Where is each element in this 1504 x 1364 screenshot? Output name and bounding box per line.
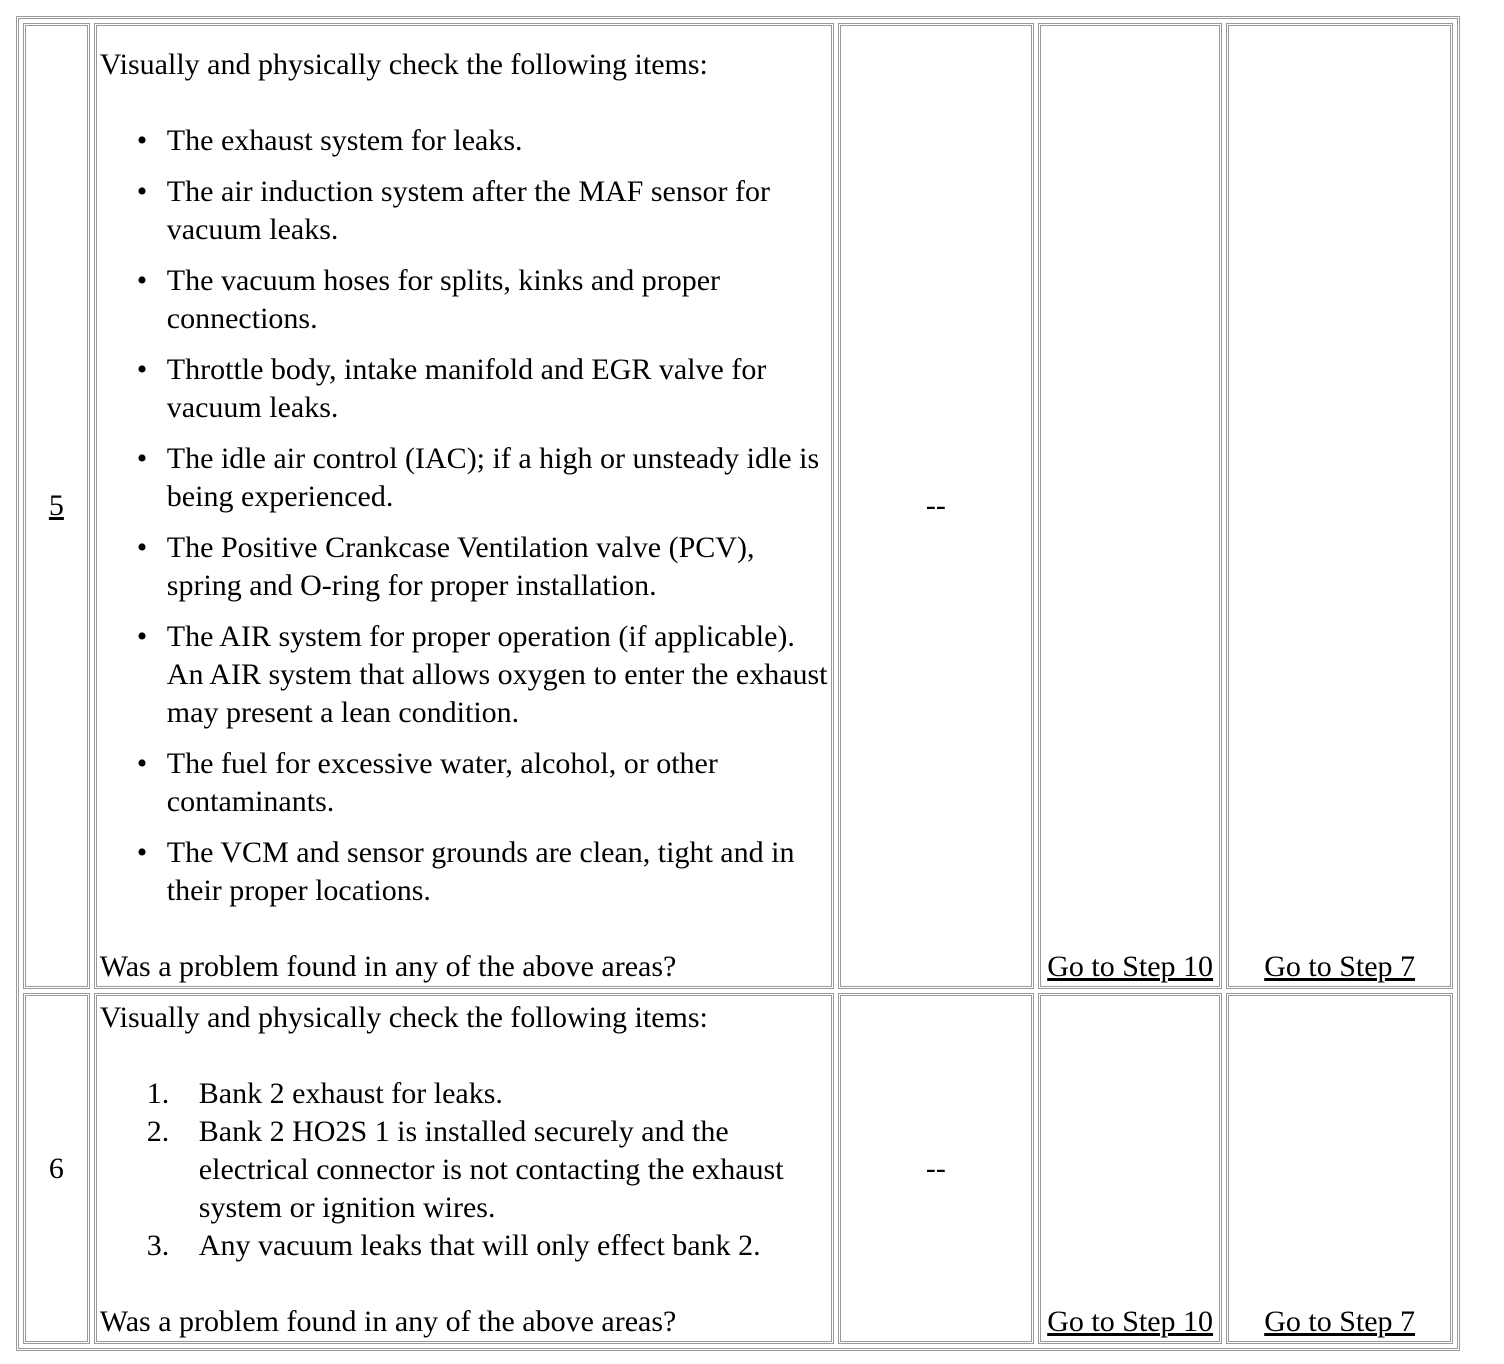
step-number-cell: 6 — [23, 993, 90, 1344]
yes-cell — [1038, 993, 1222, 1344]
bullet-icon: • — [136, 836, 148, 869]
table-row-step-5 — [23, 23, 1453, 989]
no-go-to-step-link[interactable]: Go to Step 7 — [1264, 1305, 1416, 1338]
bullet-icon: • — [136, 620, 148, 653]
step-number-cell — [23, 23, 90, 989]
check-list — [100, 122, 831, 910]
action-intro: Visually and physically check the following items: — [99, 48, 708, 81]
list-item: • The vacuum hoses for splits, kinks and proper connections. — [136, 264, 721, 335]
numbered-check-list — [100, 1075, 831, 1265]
list-item: • The exhaust system for leaks. — [167, 122, 831, 160]
list-item: 2. Bank 2 HO2S 1 is installed securely and the electrical connector is not contacting the exhaust system or ignition wires. — [146, 1115, 784, 1224]
list-item: • The idle air control (IAC); if a high or unsteady idle is being experienced. — [136, 442, 820, 513]
action-cell — [94, 23, 834, 989]
value-cell: -- — [838, 23, 1034, 989]
no-cell — [1226, 23, 1453, 989]
bullet-icon: • — [136, 747, 148, 780]
no-go-to-step-link[interactable]: Go to Step 7 — [1264, 950, 1416, 983]
list-item: • The AIR system for proper operation (if applicable). An AIR system that allows oxygen to enter the exhaust may present a lean condition. — [136, 620, 828, 729]
list-item: 3. Any vacuum leaks that will only effect bank 2. — [146, 1229, 761, 1262]
step-number-link[interactable]: 5 — [48, 489, 64, 522]
list-item: • Throttle body, intake manifold and EGR valve for vacuum leaks. — [136, 353, 767, 424]
bullet-icon: • — [136, 264, 148, 297]
yes-go-to-step-link[interactable]: Go to Step 10 — [1047, 1305, 1214, 1338]
action-intro: Visually and physically check the following items: — [99, 1001, 708, 1034]
yes-cell — [1038, 23, 1222, 989]
no-cell — [1226, 993, 1453, 1344]
diagnostic-table — [16, 16, 1460, 1351]
value-cell: -- — [838, 993, 1034, 1344]
list-item: 1. Bank 2 exhaust for leaks. — [146, 1077, 503, 1110]
bullet-icon: • — [136, 531, 148, 564]
list-item: • The VCM and sensor grounds are clean, tight and in their proper locations. — [136, 836, 795, 907]
action-cell — [94, 993, 834, 1344]
list-item: • The air induction system after the MAF sensor for vacuum leaks. — [136, 175, 770, 246]
bullet-icon: • — [136, 442, 148, 475]
table-row-step-6 — [23, 993, 1453, 1344]
bullet-icon: • — [136, 353, 148, 386]
action-question: Was a problem found in any of the above areas? — [99, 950, 677, 983]
yes-go-to-step-link[interactable]: Go to Step 10 — [1047, 950, 1214, 983]
bullet-icon: • — [136, 175, 148, 208]
list-item: • The fuel for excessive water, alcohol, or other contaminants. — [136, 747, 718, 818]
bullet-icon: • — [136, 124, 148, 157]
list-item: • The Positive Crankcase Ventilation valve (PCV), spring and O-ring for proper installation. — [136, 531, 755, 602]
action-question: Was a problem found in any of the above areas? — [99, 1305, 677, 1338]
